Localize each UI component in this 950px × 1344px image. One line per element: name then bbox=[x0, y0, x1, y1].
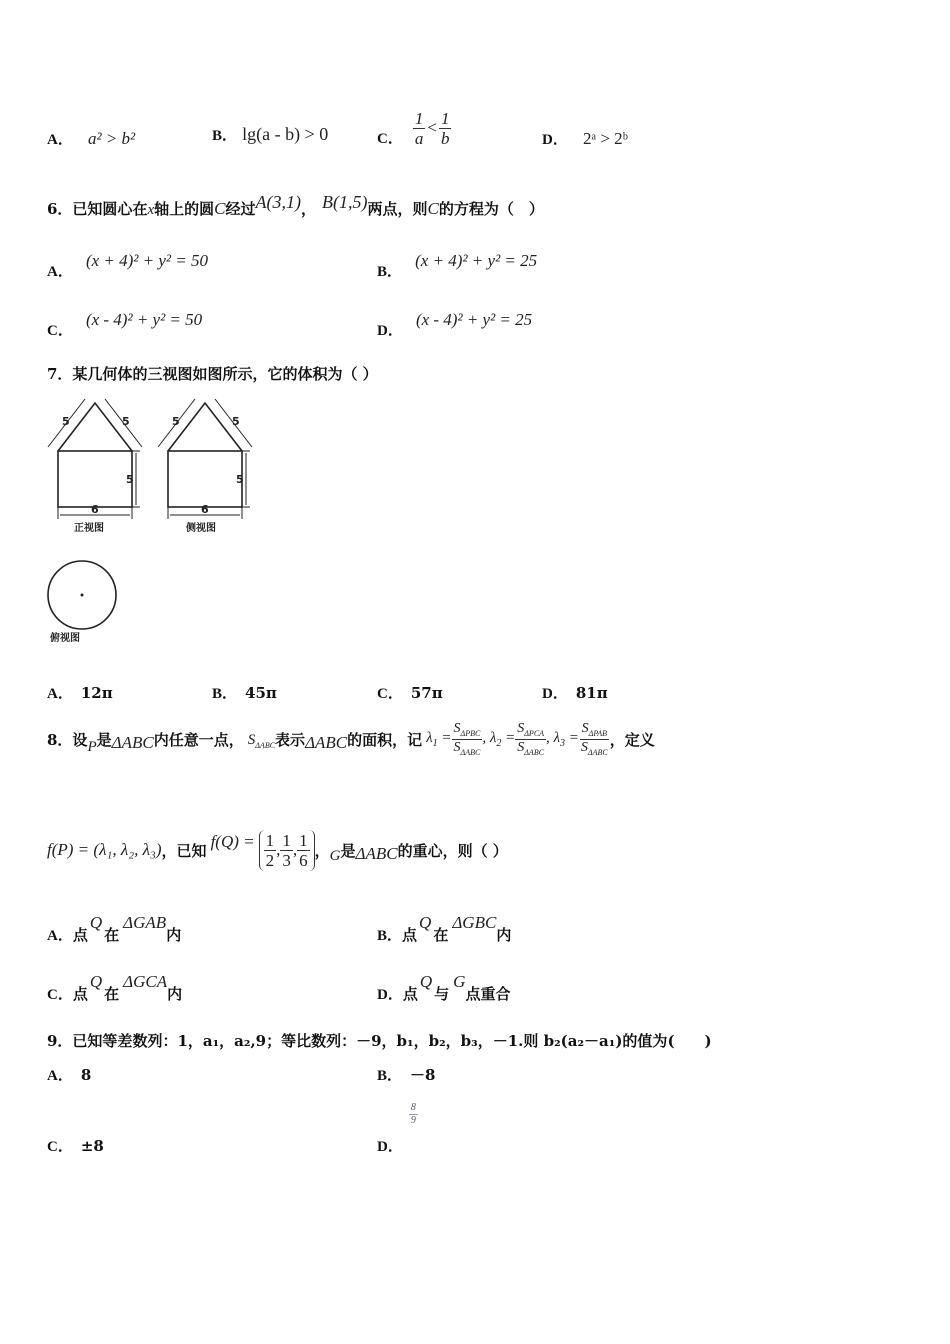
front-view-caption: 正视图 bbox=[74, 523, 104, 534]
math-q: Q bbox=[89, 972, 103, 991]
fraction-denominator: 9 bbox=[410, 1115, 416, 1126]
fraction-denominator bbox=[515, 740, 546, 757]
fraction-numerator bbox=[580, 722, 609, 740]
option-value: 81π bbox=[575, 684, 608, 702]
stem-text: 两点，则 bbox=[367, 200, 428, 218]
fraction-numerator: 1 bbox=[299, 830, 308, 850]
side-slant-left-label: 5 bbox=[172, 415, 180, 428]
symbol-s: S bbox=[581, 720, 589, 736]
f-of-q-vector: $\frac{1}{2}$ , $\frac{1}{3}$ , $\frac{1}{6}$ bbox=[259, 830, 315, 871]
lambda-definitions bbox=[426, 722, 610, 757]
option-label: B． bbox=[377, 264, 403, 280]
stem-text: 6．已知圆心在 bbox=[47, 200, 148, 218]
front-slant-left-label: 5 bbox=[62, 415, 70, 428]
front-width-label: 6 bbox=[91, 503, 99, 516]
fraction-numerator: 1 bbox=[414, 108, 424, 128]
fraction-numerator: 1 bbox=[265, 830, 275, 850]
option-expression: (x - 4)² + y² = 50 bbox=[85, 310, 203, 329]
q8-option-a[interactable] bbox=[47, 912, 182, 944]
q9-stem: 9．已知等差数列：1，a₁，a₂,9；等比数列：－9，b₁，b₂，b₃，－1.则 b₂(a₂－a₁)的值为( ) bbox=[47, 1032, 712, 1050]
fraction-denominator: 2 bbox=[265, 850, 275, 870]
q7-option-a[interactable] bbox=[47, 682, 113, 703]
option-value: 45π bbox=[245, 684, 277, 702]
option-label: D． bbox=[542, 686, 568, 702]
option-expression: (x + 4)² + y² = 50 bbox=[85, 251, 208, 270]
q8-option-b[interactable] bbox=[377, 912, 512, 944]
option-label: B． bbox=[212, 128, 238, 144]
math-g: G bbox=[329, 847, 341, 864]
option-label: C． bbox=[47, 1139, 73, 1155]
q7-option-d[interactable] bbox=[542, 682, 608, 703]
q7-option-c[interactable] bbox=[377, 682, 443, 703]
triangle-abc: ΔABC bbox=[355, 844, 398, 863]
subscript: ΔPAB bbox=[588, 728, 607, 738]
q8-stem-line1 bbox=[47, 714, 655, 764]
option-label: B． bbox=[377, 928, 403, 944]
option-text: 点 bbox=[402, 926, 418, 944]
option-label: D． bbox=[377, 987, 403, 1003]
q5-option-c[interactable] bbox=[377, 103, 451, 153]
math-x: x bbox=[147, 202, 155, 218]
math-q: Q bbox=[419, 972, 433, 991]
option-label: A． bbox=[47, 928, 73, 944]
fraction-numerator: 8 bbox=[410, 1102, 416, 1113]
q6-option-a[interactable] bbox=[47, 250, 208, 280]
option-label: D． bbox=[377, 1139, 403, 1155]
option-value: 12π bbox=[80, 684, 113, 702]
option-label: D． bbox=[542, 132, 568, 148]
option-expression: 2ᵃ > 2ᵇ bbox=[582, 129, 628, 148]
q6-option-c[interactable] bbox=[47, 309, 203, 339]
option-value: ±8 bbox=[80, 1137, 104, 1155]
triangle: ΔGBC bbox=[452, 913, 497, 932]
side-view-caption: 侧视图 bbox=[186, 523, 216, 534]
symbol-s: S bbox=[580, 739, 588, 755]
top-view-center bbox=[81, 594, 84, 597]
fraction-denominator bbox=[452, 740, 483, 757]
option-text: 点 bbox=[72, 985, 88, 1003]
math-c: C bbox=[427, 199, 439, 218]
option-value: 57π bbox=[410, 684, 443, 702]
q6-option-d[interactable] bbox=[377, 309, 533, 339]
subscript: ΔABC bbox=[524, 747, 545, 757]
triangle-abc: ΔABC bbox=[305, 733, 348, 752]
stem-text: 是 bbox=[340, 841, 356, 860]
subscript: 1 bbox=[432, 738, 438, 750]
stem-text: ， bbox=[314, 841, 330, 860]
option-expression: a² > b² bbox=[87, 129, 136, 148]
front-height-label: 5 bbox=[126, 473, 134, 486]
q5-option-d[interactable] bbox=[542, 128, 628, 149]
fraction bbox=[297, 832, 310, 869]
option-expression: (x - 4)² + y² = 25 bbox=[415, 310, 533, 329]
option-text: 点重合 bbox=[465, 985, 511, 1003]
three-view-figure bbox=[40, 395, 270, 655]
option-text: 在 bbox=[104, 926, 120, 944]
lambda-1: $\lambda_1$ = $\frac{S_{\Delta PBC}}{S_{\Delta ABC}}$ , bbox=[426, 720, 487, 757]
fraction-denominator: a bbox=[414, 128, 424, 148]
stem-text: ， bbox=[300, 200, 316, 218]
triangle-abc: ΔABC bbox=[111, 733, 154, 752]
stem-text: 是 bbox=[96, 730, 112, 749]
f-of-p: f(P) = (λ₁, λ₂, λ₃) bbox=[47, 840, 162, 859]
q6-option-b[interactable] bbox=[377, 250, 538, 280]
fraction-1-over-a bbox=[413, 110, 426, 147]
point-g: G bbox=[453, 972, 466, 991]
fraction-denominator: 3 bbox=[282, 850, 291, 870]
fraction bbox=[452, 722, 483, 757]
symbol-s: S bbox=[517, 720, 525, 736]
q8-option-d[interactable] bbox=[377, 971, 511, 1003]
top-view-caption: 俯视图 bbox=[50, 633, 80, 644]
subscript: ΔPCA bbox=[524, 728, 545, 738]
option-label: A． bbox=[47, 686, 73, 702]
subscript: ΔABC bbox=[587, 747, 608, 757]
option-label: C． bbox=[377, 686, 403, 702]
area-s-abc bbox=[248, 732, 275, 750]
stem-text: 的面积，记 bbox=[347, 730, 423, 749]
side-width-label: 6 bbox=[201, 503, 209, 516]
option-text: 点 bbox=[72, 926, 88, 944]
q7-stem: 7．某几何体的三视图如图所示，它的体积为（ ） bbox=[47, 365, 378, 383]
fraction bbox=[264, 832, 277, 869]
option-text: 在 bbox=[104, 985, 120, 1003]
lambda-2: $\lambda_2$ = $\frac{S_{\Delta PCA}}{S_{\Delta ABC}}$ , bbox=[489, 720, 550, 757]
point-b: B(1,5) bbox=[322, 192, 368, 212]
stem-text: 经过 bbox=[225, 200, 256, 218]
option-text: 点 bbox=[402, 985, 418, 1003]
subscript: ΔABC bbox=[255, 741, 276, 750]
option-label: A． bbox=[47, 1068, 73, 1084]
option-text: 在 bbox=[433, 926, 449, 944]
fraction-1-over-b bbox=[439, 110, 452, 147]
stem-text: 8．设 bbox=[47, 730, 88, 749]
stem-text: ，定义 bbox=[609, 730, 655, 749]
lambda-symbol: λ bbox=[426, 730, 433, 747]
lambda-symbol: λ bbox=[553, 730, 561, 747]
fraction-denominator bbox=[579, 740, 610, 757]
q9-option-d[interactable] bbox=[377, 1103, 418, 1156]
q7-option-b[interactable] bbox=[212, 682, 277, 703]
option-label: B． bbox=[377, 1068, 403, 1084]
stem-text: ，已知 bbox=[161, 841, 207, 860]
option-text: 与 bbox=[434, 985, 450, 1003]
option-label: B． bbox=[212, 686, 238, 702]
subscript: ΔPBC bbox=[460, 728, 481, 738]
option-expression: lg(a - b) > 0 bbox=[242, 124, 329, 144]
math-c: C bbox=[214, 199, 226, 218]
q8-stem-line2 bbox=[47, 825, 508, 875]
q8-option-c[interactable] bbox=[47, 971, 183, 1003]
math-p: P bbox=[87, 738, 97, 755]
fraction-8-over-9 bbox=[409, 1103, 418, 1126]
fraction bbox=[280, 832, 293, 869]
front-slant-right-label: 5 bbox=[122, 415, 130, 428]
fraction bbox=[515, 722, 546, 757]
triangle: ΔGCA bbox=[123, 972, 168, 991]
q5-option-b[interactable] bbox=[212, 124, 328, 145]
option-text: 内 bbox=[167, 985, 183, 1003]
q9-option-a[interactable] bbox=[47, 1064, 91, 1085]
subscript: ΔABC bbox=[460, 747, 481, 757]
option-label: C． bbox=[47, 323, 73, 339]
point-a: A(3,1) bbox=[255, 192, 301, 212]
option-label: D． bbox=[377, 323, 403, 339]
symbol-s: S bbox=[247, 732, 256, 748]
option-text: 内 bbox=[166, 926, 182, 944]
symbol-s: S bbox=[453, 739, 461, 755]
option-label: A． bbox=[47, 264, 73, 280]
symbol-s: S bbox=[517, 739, 525, 755]
subscript: 2 bbox=[496, 738, 502, 750]
q9-option-c[interactable] bbox=[47, 1135, 104, 1156]
fraction-numerator bbox=[452, 722, 483, 740]
side-slant-right-label: 5 bbox=[232, 415, 240, 428]
side-height-label: 5 bbox=[236, 473, 244, 486]
option-label: C． bbox=[47, 987, 73, 1003]
math-q: Q bbox=[419, 913, 432, 932]
triangle: ΔGAB bbox=[123, 913, 167, 932]
stem-text: 内任意一点， bbox=[153, 730, 244, 749]
option-expression: (x + 4)² + y² = 25 bbox=[415, 251, 538, 270]
math-q: Q bbox=[89, 913, 103, 932]
stem-text: 表示 bbox=[275, 730, 306, 749]
q9-option-b[interactable] bbox=[377, 1064, 435, 1085]
stem-text: 轴上的圆 bbox=[154, 200, 215, 218]
fraction-denominator: 6 bbox=[299, 850, 308, 870]
fraction-denominator: b bbox=[440, 128, 450, 148]
lambda-3: $\lambda_3$ = $\frac{S_{\Delta PAB}}{S_{\Delta ABC}}$ bbox=[553, 720, 608, 757]
fraction bbox=[579, 722, 610, 757]
option-value: 8 bbox=[80, 1066, 92, 1084]
lambda-symbol: λ bbox=[489, 730, 497, 747]
fraction-numerator: 1 bbox=[440, 108, 450, 128]
stem-text: 的方程为（ ） bbox=[438, 200, 544, 218]
symbol-s: S bbox=[453, 720, 461, 736]
q5-option-a[interactable] bbox=[47, 128, 135, 149]
option-text: 内 bbox=[496, 926, 512, 944]
q6-stem bbox=[47, 192, 544, 219]
fraction-numerator bbox=[515, 722, 546, 740]
stem-text: 的重心，则（ ） bbox=[397, 841, 508, 860]
option-value: －8 bbox=[410, 1066, 436, 1084]
less-than-sign: < bbox=[427, 118, 437, 137]
fraction-numerator: 1 bbox=[282, 830, 291, 850]
f-of-q: f(Q) = bbox=[210, 832, 255, 851]
option-label: A． bbox=[47, 132, 73, 148]
option-label: C． bbox=[377, 130, 403, 147]
subscript: 3 bbox=[560, 738, 566, 750]
